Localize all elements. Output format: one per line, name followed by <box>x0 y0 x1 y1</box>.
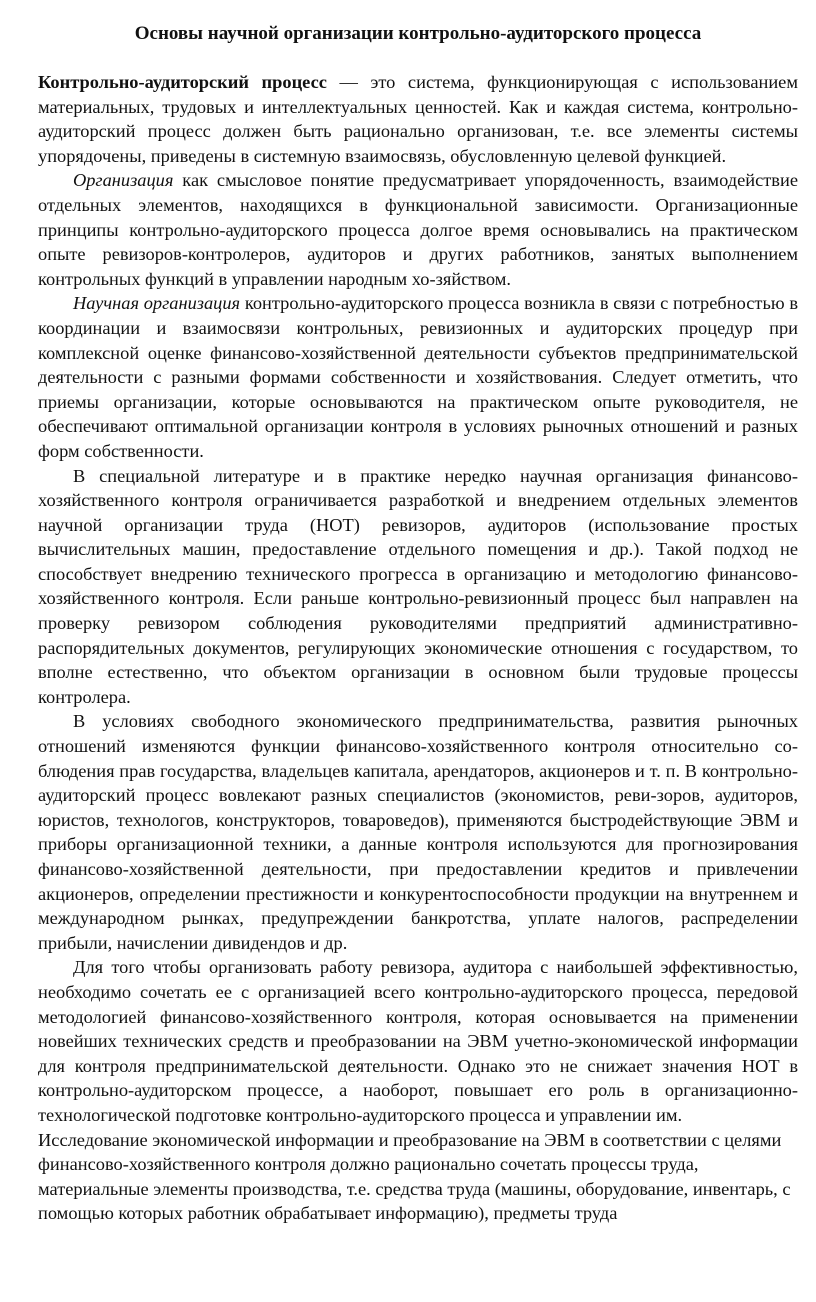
paragraph-1-term: Контрольно-аудиторский процесс <box>38 72 327 92</box>
paragraph-2-term-text: Организация <box>72 170 174 191</box>
paragraph-4-text: В специальной литературе и в практике нередко научная организация финансово-хозяйственного контроля ограничивается разработкой и внедрением отдельных элементов научной организации труда (НОТ) ревизоров, аудиторов (использование простых вычислительных машин, предоставление отдельного помещения и др.). Такой подход не способствует внедрению технического прогресса в организацию и методологию финансово-хозяйственного контроля. Если раньше контрольно-ревизионный процесс был направлен на проверку ревизором соблюдения руководителями предприятий административно-распорядительных документов, регулирующих экономические отношения с государством, то вполне естественно, что объектом организации в основном были трудовые процессы контролера. <box>38 465 798 707</box>
paragraph-3-text: контрольно-аудиторского процесса возникла в связи с потребностью в координации и взаимосвязи контрольных, ревизионных и аудиторских процедур при комплексной оценке финансово-хозяйственной деятельности субъектов предпринимательской деятельности с разными формами собственности и хозяйствования. Следует отметить, что приемы организации, которые основываются на практическом опыте руководителя, не обеспечивают оптимальной организации контроля в условиях рыночных отношений и разных форм собственности. <box>38 293 798 461</box>
paragraph-1 <box>38 70 798 168</box>
paragraph-3 <box>38 291 798 463</box>
paragraph-2-text: как смысловое понятие предусматривает упорядоченность, взаимодействие отдельных элементов, находящихся в функциональной зависимости. Организационные принципы контрольно-аудиторского процесса долгое время основывались на практическом опыте ревизоров-контролеров, аудиторов и других работников, занятых выполнением контрольных функций в управлении народным хо-зяйством. <box>38 170 798 289</box>
paragraph-7-text: Исследование экономической информации и преобразование на ЭВМ в соответствии с целями финансово-хозяйственного контроля должно рационально сочетать процессы труда, материальные элементы производства, т.е. средства труда (машины, оборудование, инвентарь, с помощью которых работник обрабатывает информацию), предметы труда <box>38 1129 791 1224</box>
paragraph-4 <box>38 464 798 710</box>
paragraph-5-text: В условиях свободного экономического предпринимательства, развития рыночных отношений изменяются функции финансово-хозяйственного контроля относительно со-блюдения прав государства, владельцев капитала, арендаторов, акционеров и т. п. В контрольно-аудиторский процесс вовлекают разных специалистов (экономистов, реви-зоров, аудиторов, юристов, технологов, конструкторов, товароведов), применяются быстродействующие ЭВМ и приборы организационной техники, а данные контроля используются для прогнозирования финансово-хозяйственной деятельности, при предоставлении кредитов и привлечении акционеров, определении престижности и конкурентоспособности продукции на внутреннем и международном рынках, предупреждении банкротства, уплате налогов, распределении прибыли, начислении дивидендов и др. <box>38 711 798 953</box>
paragraph-5 <box>38 709 798 955</box>
paragraph-7 <box>38 1128 798 1226</box>
paragraph-3-term: Научная организация <box>72 293 241 314</box>
paragraph-6-text: Для того чтобы организовать работу ревизора, аудитора с наибольшей эффективностью, необходимо сочетать ее с организацией всего контрольно-аудиторского процесса, передовой методологией финансово-хозяйственного контроля, которая основывается на применении новейших технических средств и преобразовании на ЭВМ учетно-экономической информации для контроля предпринимательской деятельности. Однако это не снижает значения НОТ в контрольно-аудиторском процессе, а наоборот, повышает его роль в организационно-технологической подготовке контрольно-аудиторского процесса и управлении им. <box>38 957 798 1125</box>
document-title: Основы научной организации контрольно-аудиторского процесса <box>134 23 702 44</box>
paragraph-1-text: — это система, функционирующая с использованием материальных, трудовых и интеллектуальных ценностей. Как и каждая система, контрольно-аудиторский процесс должен быть рационально организован, т.е. все элементы системы упорядочены, приведены в системную взаимосвязь, обусловленную целевой функцией. <box>38 72 798 166</box>
paragraph-2 <box>38 168 798 291</box>
paragraph-2-term <box>73 170 173 190</box>
paragraph-6 <box>38 955 798 1127</box>
